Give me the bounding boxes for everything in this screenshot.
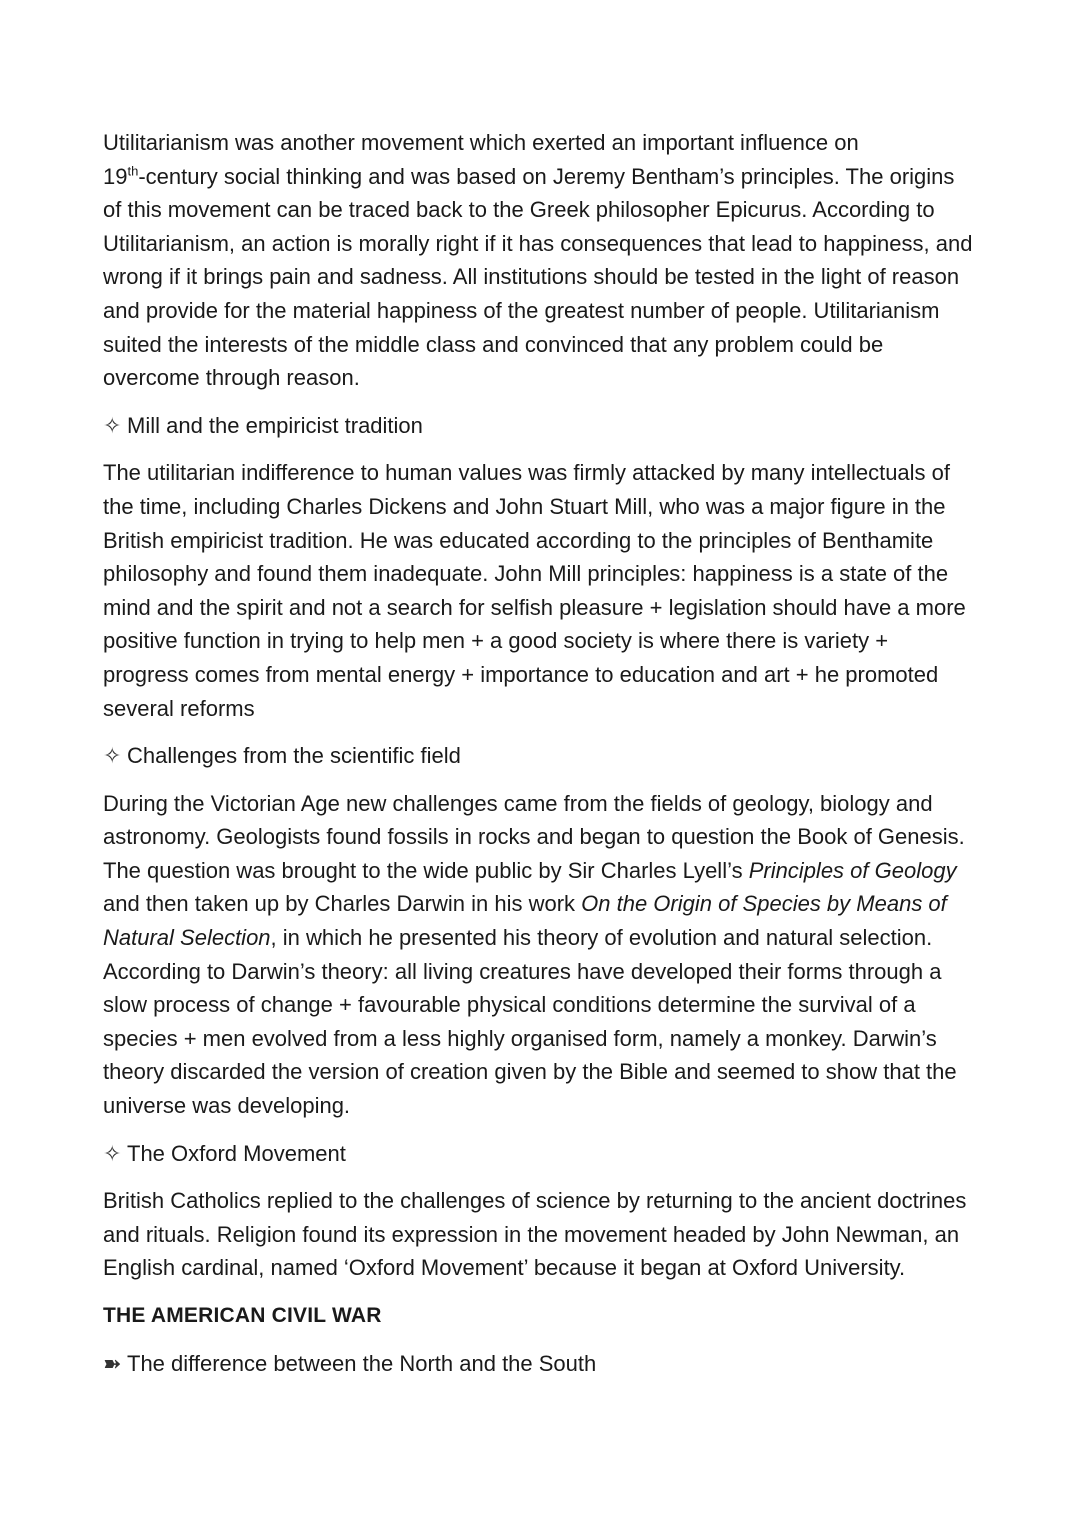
heading-text: Mill and the empiricist tradition xyxy=(127,412,423,438)
science-heading xyxy=(103,739,978,773)
oxford-heading xyxy=(103,1137,978,1171)
utilitarianism-paragraph xyxy=(103,126,978,395)
document-page xyxy=(103,126,978,1380)
section-title: THE AMERICAN CIVIL WAR xyxy=(103,1304,382,1327)
civil-war-subheading xyxy=(103,1347,978,1381)
text-run: During the Victorian Age new challenges came from the fields of geology, biology and astronomy. Geologists found fossils in rocks and began to question the Book of Genesis. The question was brought to the wide public by Sir Charles Lyell’s xyxy=(103,790,965,883)
heading-text: The Oxford Movement xyxy=(127,1140,346,1166)
oxford-paragraph: British Catholics replied to the challenges of science by returning to the ancient doctrines and rituals. Religion found its expression in the movement headed by John Newman, an English cardinal, named ‘Oxford Movement’ because it began at Oxford University. xyxy=(103,1188,967,1281)
superscript: th xyxy=(127,163,139,179)
text-run: , in which he presented his theory of evolution and natural selection. According to Darwin’s theory: all living creatures have developed their forms through a slow process of change + favourable physical conditions determine the survival of a species + men evolved from a less highly organised form, namely a monkey. Darwin’s theory discarded the version of creation given by the Bible and seemed to show that the universe was developing. xyxy=(103,925,957,1119)
heading-text: Challenges from the scientific field xyxy=(127,743,461,769)
arrow-bullet-icon: ➽ xyxy=(103,1350,122,1376)
text-run: origins of this movement can be traced back to the Greek philosopher Epicurus. According to Utilitarianism, an action is morally right if it has consequences that lead to happiness, and wrong if it brings pain and sadness. All institutions should be tested in the light of reason and provide for the material happiness of the greatest number of people. Utilitarianism suited the interests of the middle class and convinced that any problem could be overcome through reason. xyxy=(103,163,973,391)
mill-heading xyxy=(103,409,978,443)
text-run: -century social thinking and was based on Jeremy Bentham’s principles. The xyxy=(138,163,884,189)
mill-paragraph: The utilitarian indifference to human values was firmly attacked by many intellectuals of the time, including Charles Dickens and John Stuart Mill, who was a major figure in the British empiricist tradition. He was educated according to the principles of Benthamite philosophy and found them inadequate. John Mill principles: happiness is a state of the mind and the spirit and not a search for selfish pleasure + legislation should have a more positive function in trying to help men + a good society is where there is variety + progress comes from mental energy + importance to education and art + he promoted several reforms xyxy=(103,460,966,721)
book-title: On the Origin of Species by Means of Natural Selection xyxy=(103,891,947,951)
heading-text: The difference between the North and the South xyxy=(127,1350,597,1376)
text-run: Utilitarianism was another movement which exerted an important influence on xyxy=(103,130,859,155)
sparkle-bullet-icon: ✧ xyxy=(103,1140,122,1166)
book-title: Principles of Geology xyxy=(748,857,957,883)
science-paragraph xyxy=(103,787,978,1123)
sparkle-bullet-icon: ✧ xyxy=(103,412,122,438)
text-run: 19 xyxy=(103,163,128,189)
text-run: and then taken up by Charles Darwin in his work xyxy=(103,891,582,917)
sparkle-bullet-icon: ✧ xyxy=(103,743,122,769)
